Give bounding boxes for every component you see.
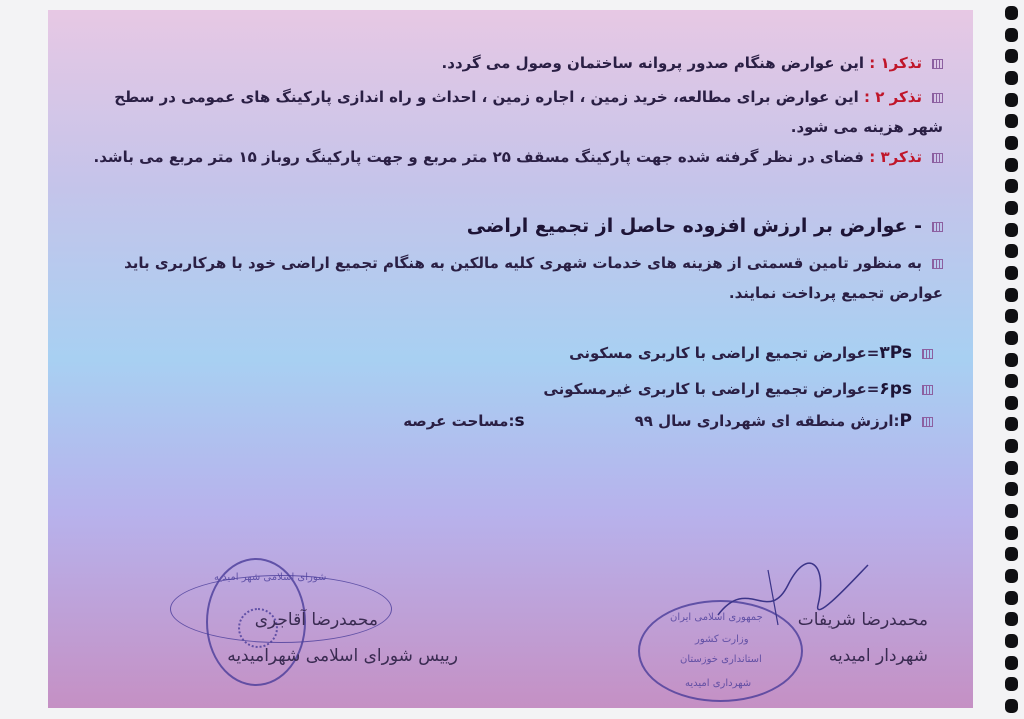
- s-definition: :مساحت عرصه: [403, 412, 515, 430]
- bullet-icon: [932, 153, 943, 163]
- formula-var: ۶ps: [879, 379, 912, 399]
- mayor-name: محمدرضا شریفات: [797, 610, 928, 630]
- note-label: تذکر۳ :: [869, 148, 922, 166]
- p-var: P: [899, 411, 912, 431]
- formula-non-residential: [78, 379, 933, 399]
- s-var: s: [514, 411, 525, 431]
- document-page: [48, 10, 973, 708]
- note-text: این عوارض هنگام صدور پروانه ساختمان وصول می گردد.: [441, 54, 865, 72]
- formula-text: =عوارض تجمیع اراضی با کاربری غیرمسکونی: [543, 380, 880, 398]
- section-body: [78, 248, 943, 308]
- bullet-icon: [922, 349, 933, 359]
- bullet-icon: [922, 417, 933, 427]
- bullet-icon: [932, 59, 943, 69]
- mayor-stamp: جمهوری اسلامی ایران وزارت کشور استانداری خوزستان شهرداری امیدیه: [638, 600, 803, 702]
- council-stamp-ring: [170, 575, 392, 643]
- section-body-text: به منظور تامین قسمتی از هزینه های خدمات شهری کلیه مالکین به هنگام تجمیع اراضی خود با هرکاربری باید عوارض تجمیع پرداخت نمایند.: [124, 254, 943, 302]
- note-label: تذکر ۲ :: [864, 88, 922, 106]
- note-text: فضای در نظر گرفته شده جهت پارکینگ مسقف ۲۵ متر مربع و جهت پارکینگ روباز ۱۵ متر مربع می باشد.: [93, 148, 865, 166]
- p-definition: :ارزش منطقه ای شهرداری سال ۹۹: [634, 412, 900, 430]
- bullet-icon: [932, 259, 943, 269]
- note-label: تذکر۱ :: [869, 54, 922, 72]
- bullet-icon: [922, 385, 933, 395]
- formula-residential: [78, 343, 933, 363]
- bullet-icon: [932, 222, 943, 232]
- council-head-title: رییس شورای اسلامی شهرامیدیه: [227, 646, 458, 666]
- formula-definitions: [78, 411, 933, 431]
- council-head-name: محمدرضا آقاجری: [254, 610, 378, 630]
- note-3: [78, 148, 943, 166]
- formula-text: =عوارض تجمیع اراضی با کاربری مسکونی: [569, 344, 880, 362]
- formula-var: ۳Ps: [879, 343, 912, 363]
- mayor-title: شهردار امیدیه: [828, 646, 928, 666]
- section-heading-text: - عوارض بر ارزش افزوده حاصل از تجمیع اراضی: [466, 215, 922, 237]
- section-heading: [78, 215, 943, 237]
- bullet-icon: [932, 93, 943, 103]
- binder-rings: [998, 0, 1024, 719]
- note-text: این عوارض برای مطالعه، خرید زمین ، اجاره زمین ، احداث و راه اندازی پارکینگ های عمومی در سطح شهر هزینه می شود.: [114, 88, 943, 136]
- note-1: [78, 54, 943, 72]
- council-stamp: شورای اسلامی شهر امیدیه: [206, 558, 306, 686]
- note-2: [78, 82, 943, 142]
